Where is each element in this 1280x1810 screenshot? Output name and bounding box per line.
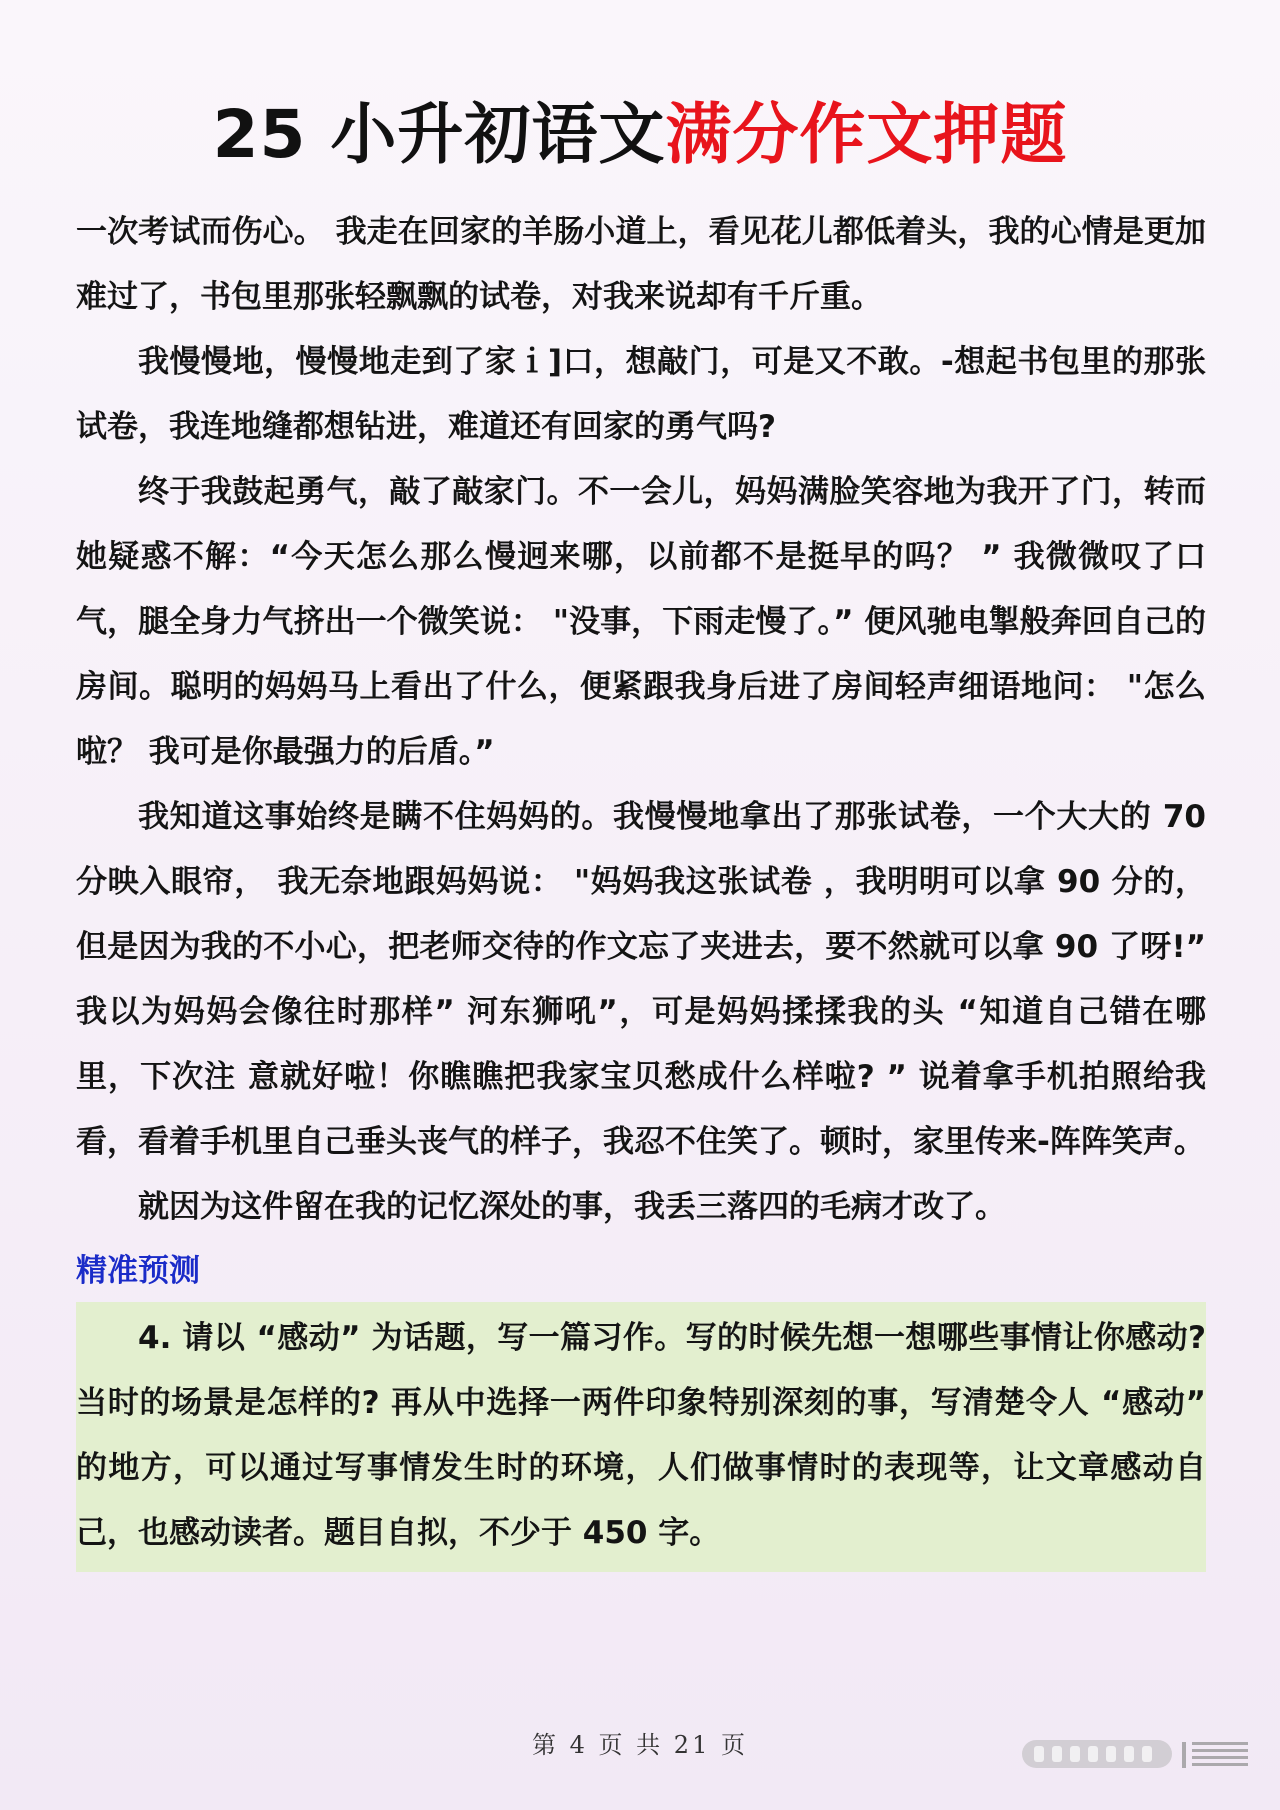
- title-part-black: 25 小升初语文: [212, 96, 666, 173]
- page-title: [0, 92, 1280, 178]
- watermark-logo-icon: [1022, 1736, 1252, 1772]
- essay-paragraph: 我慢慢地，慢慢地走到了家ｉ]口，想敲门，可是又不敢。-想起书包里的那张试卷，我连地缝都想钻进，难道还有回家的勇气吗?: [76, 344, 1206, 445]
- title-part-red: 满分作文押题: [665, 96, 1068, 173]
- section-label-prediction: 精准预测: [76, 1253, 200, 1289]
- prompt-box: [76, 1302, 1206, 1572]
- essay-body: [76, 200, 1206, 1572]
- essay-paragraph: 我知道这事始终是瞒不住妈妈的。我慢慢地拿出了那张试卷，一个大大的 70 分映入眼帘， 我无奈地跟妈妈说： "妈妈我这张试卷 ，我明明可以拿 90 分的，但是因为我的不小心，把老师交待的作文忘了夹进去，要不然就可以拿 90 了呀!” 我以为妈妈会像往时那样” 河东狮吼”，可是妈妈揉揉我的头 “知道自己错在哪里，下次注 意就好啦！你瞧瞧把我家宝贝愁成什么样啦? ” 说着拿手机拍照给我看，看着手机里自己垂头丧气的样子，我忍不住笑了。顿时，家里传来-阵阵笑声。: [76, 799, 1206, 1160]
- prompt-text: 4. 请以 “感动” 为话题，写一篇习作。写的时候先想一想哪些事情让你感动? 当时的场景是怎样的? 再从中选择一两件印象特别深刻的事，写清楚令人 “感动” 的地方，可以通过写事情发生时的环境，人们做事情时的表现等，让文章感动自己，也感动读者。题目自拟，不少于 450 字。: [76, 1320, 1206, 1551]
- essay-paragraph: 终于我鼓起勇气，敲了敲家门。不一会儿，妈妈满脸笑容地为我开了门，转而她疑惑不解：“今天怎么那么慢迥来哪，以前都不是挺早的吗？ ” 我微微叹了口气，腿全身力气挤出一个微笑说： "没事，下雨走慢了。” 便风驰电掣般奔回自己的房间。聪明的妈妈马上看出了什么，便紧跟我身后进了房间轻声细语地问： "怎么啦？ 我可是你最强力的后盾。”: [76, 474, 1206, 770]
- essay-paragraph: 就因为这件留在我的记忆深处的事，我丢三落四的毛病才改了。: [138, 1189, 1006, 1225]
- essay-paragraph: 一次考试而伤心。 我走在回家的羊肠小道上，看见花儿都低着头，我的心情是更加难过了，书包里那张轻飘飘的试卷，对我来说却有千斤重。: [76, 214, 1206, 315]
- page-number-footer: 第 4 页 共 21 页: [532, 1731, 748, 1759]
